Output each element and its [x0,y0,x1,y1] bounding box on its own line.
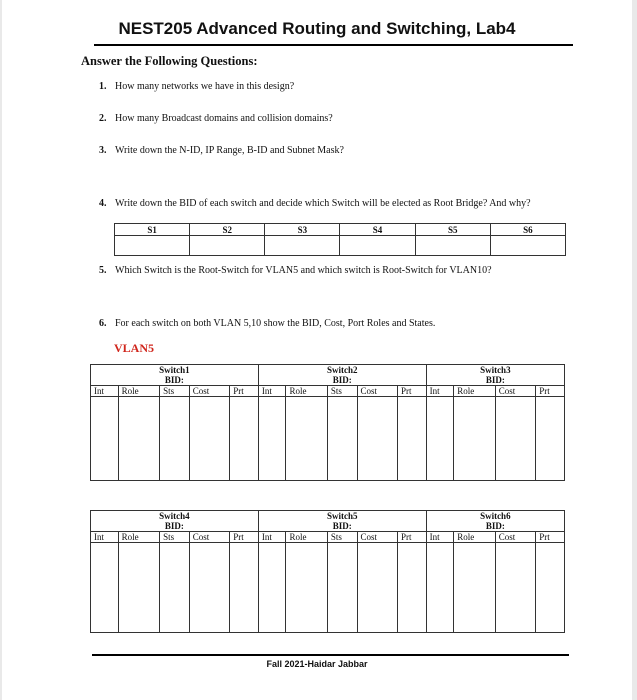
col-prt: Prt [230,386,259,397]
question-4: 4. Write down the BID of each switch and decide which Switch will be elected as Root Bridge? And why? [99,198,531,209]
page-title: NEST205 Advanced Routing and Switching, Lab4 [118,19,516,38]
col-cost: Cost [357,532,397,543]
answer-cell[interactable] [426,397,454,481]
question-5: 5. Which Switch is the Root-Switch for VLAN5 and which switch is Root-Switch for VLAN10? [99,265,492,276]
col-sts: Sts [160,386,190,397]
bid-header-s4: S4 [340,224,415,236]
col-prt: Prt [536,386,565,397]
col-cost: Cost [357,386,397,397]
page-footer: Fall 2021-Haidar Jabbar [266,659,368,669]
switch-table-2 [90,510,565,633]
switch-name: Switch4 [91,511,259,522]
bid-header-s2: S2 [190,224,265,236]
document-page [2,0,632,700]
col-prt: Prt [398,532,427,543]
question-1: 1. How many networks we have in this design? [99,81,295,92]
answer-cell[interactable] [160,543,190,633]
col-sts: Sts [160,532,190,543]
col-sts: Sts [327,532,357,543]
bid-header-s3: S3 [265,224,340,236]
col-int: Int [426,386,454,397]
col-role: Role [454,386,495,397]
col-cost: Cost [189,386,229,397]
col-sts: Sts [327,386,357,397]
bid-cell[interactable] [115,236,190,256]
bid-cell[interactable] [415,236,490,256]
bid-cell[interactable] [490,236,565,256]
question-6: 6. For each switch on both VLAN 5,10 show the BID, Cost, Port Roles and States. [99,318,436,329]
answer-cell[interactable] [258,397,286,481]
col-int: Int [91,386,119,397]
col-cost: Cost [495,532,535,543]
answer-cell[interactable] [230,397,259,481]
answer-cell[interactable] [426,543,454,633]
answer-cell[interactable] [398,543,427,633]
question-2: 2. How many Broadcast domains and collision domains? [99,113,333,124]
answer-cell[interactable] [189,397,229,481]
switch-name: Switch6 [426,511,564,522]
answer-cell[interactable] [286,397,327,481]
bid-cell[interactable] [340,236,415,256]
col-int: Int [258,532,286,543]
col-cost: Cost [189,532,229,543]
answer-cell[interactable] [398,397,427,481]
answer-cell[interactable] [327,397,357,481]
bid-label: BID: [91,375,259,386]
col-role: Role [286,386,327,397]
switch-name: Switch5 [258,511,426,522]
answer-cell[interactable] [160,397,190,481]
bid-label: BID: [426,521,564,532]
col-cost: Cost [495,386,535,397]
col-role: Role [118,386,159,397]
answer-cell[interactable] [327,543,357,633]
bid-cell[interactable] [190,236,265,256]
answer-cell[interactable] [495,543,535,633]
answer-cell[interactable] [91,397,119,481]
col-role: Role [286,532,327,543]
bid-header-s1: S1 [115,224,190,236]
answer-cell[interactable] [258,543,286,633]
vlan-label: VLAN5 [114,341,155,355]
answer-cell[interactable] [454,543,495,633]
bid-label: BID: [426,375,564,386]
answer-cell[interactable] [118,397,159,481]
bid-label: BID: [258,521,426,532]
col-int: Int [426,532,454,543]
bid-label: BID: [91,521,259,532]
switch-name: Switch3 [426,365,564,376]
bid-header-s6: S6 [490,224,565,236]
col-prt: Prt [230,532,259,543]
footer-rule [92,654,569,656]
section-heading: Answer the Following Questions: [81,54,258,68]
answer-cell[interactable] [495,397,535,481]
answer-cell[interactable] [230,543,259,633]
answer-cell[interactable] [189,543,229,633]
answer-cell[interactable] [91,543,119,633]
col-int: Int [91,532,119,543]
bid-cell[interactable] [265,236,340,256]
col-prt: Prt [536,532,565,543]
question-3: 3. Write down the N-ID, IP Range, B-ID and Subnet Mask? [99,145,344,156]
answer-cell[interactable] [454,397,495,481]
col-role: Role [118,532,159,543]
bid-header-s5: S5 [415,224,490,236]
answer-cell[interactable] [286,543,327,633]
answer-cell[interactable] [357,397,397,481]
answer-cell[interactable] [536,543,565,633]
col-role: Role [454,532,495,543]
col-int: Int [258,386,286,397]
switch-name: Switch2 [258,365,426,376]
answer-cell[interactable] [536,397,565,481]
title-underline [94,44,573,46]
answer-cell[interactable] [118,543,159,633]
bid-table [114,223,566,256]
bid-label: BID: [258,375,426,386]
answer-cell[interactable] [357,543,397,633]
col-prt: Prt [398,386,427,397]
switch-table-1 [90,364,565,481]
switch-name: Switch1 [91,365,259,376]
